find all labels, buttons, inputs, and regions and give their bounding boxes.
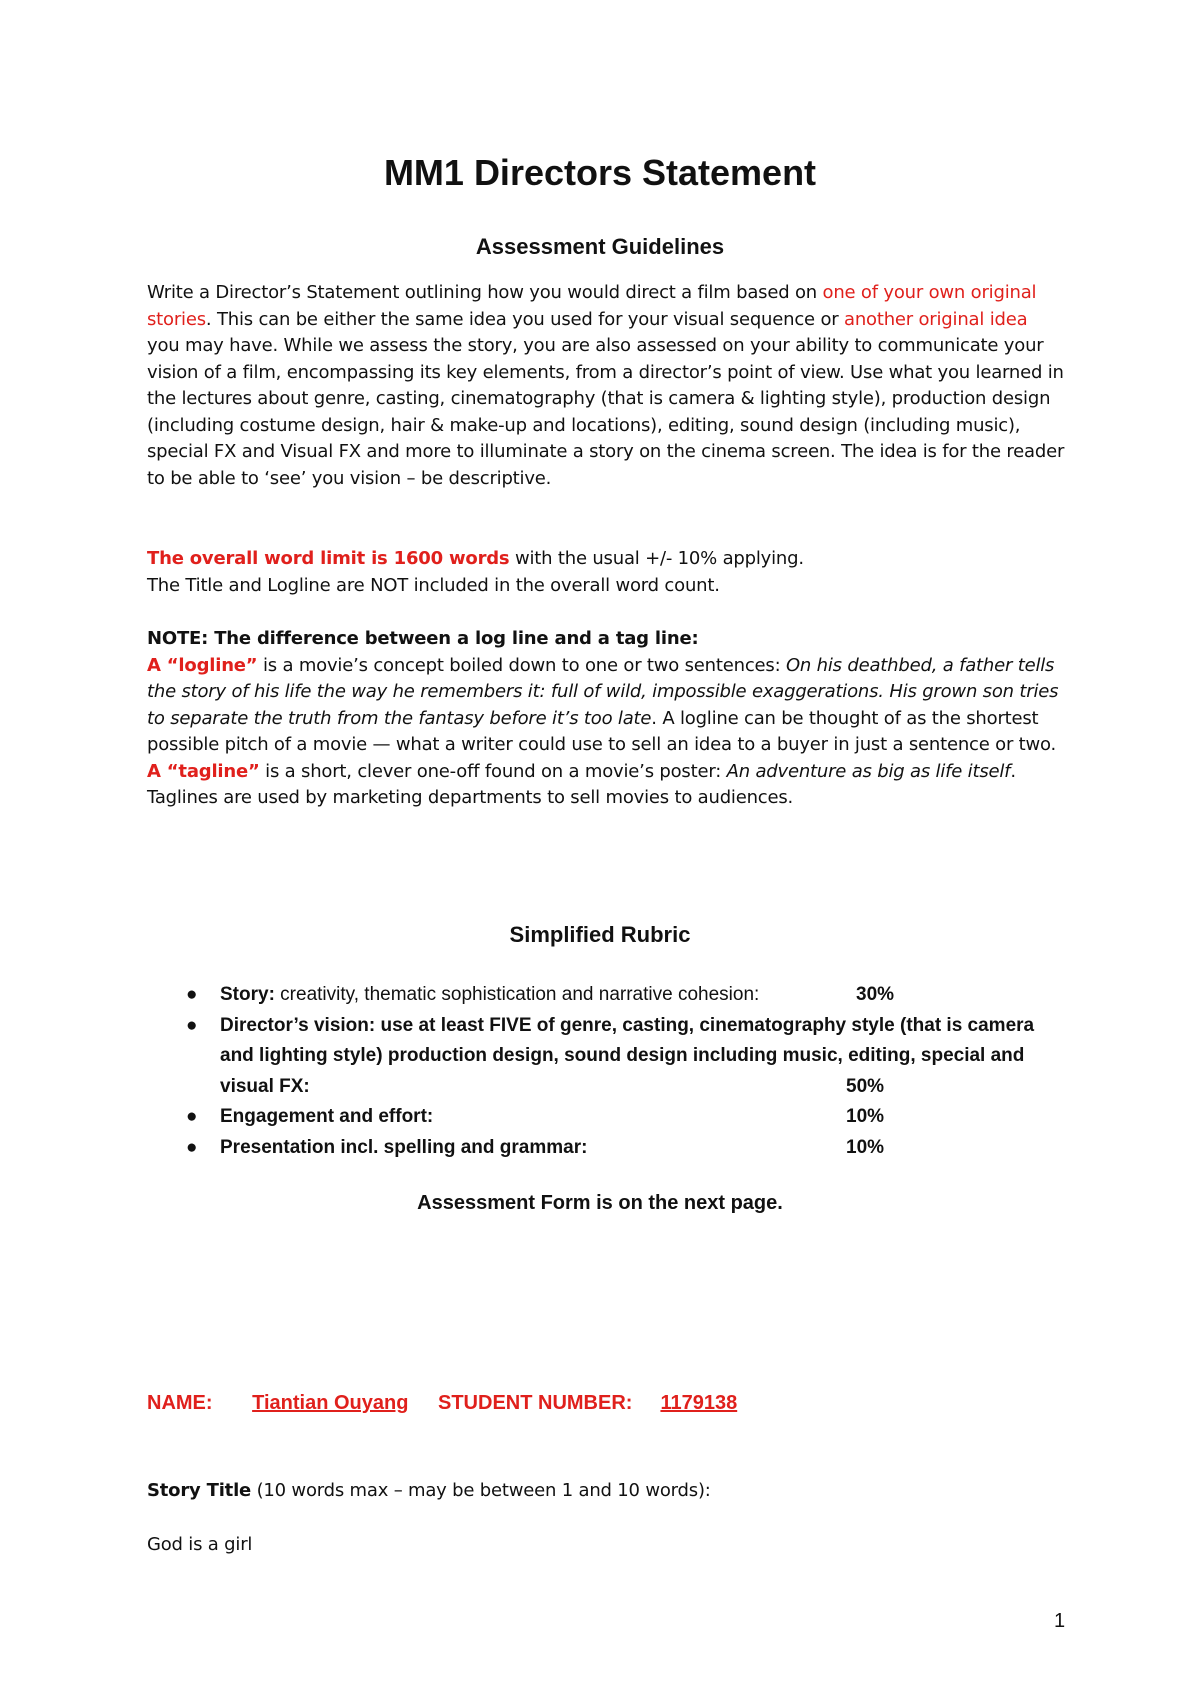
note-heading: NOTE: The difference between a log line and a tag line: <box>147 628 699 649</box>
logline-rest: . A logline can be thought of as the shortest possible pitch of a movie — what a writer could use to sell an idea to a buyer in just a sentence or two. <box>147 707 1057 755</box>
guidelines-highlight-another-idea: another original idea <box>843 308 1028 330</box>
logline-text: is a movie’s concept boiled down to one or two sentences: <box>257 654 786 676</box>
student-number-label: STUDENT NUMBER: <box>438 1392 633 1414</box>
guidelines-highlight-own-stories: one of your own original stories <box>147 282 1037 330</box>
rubric-label: Engagement and effort: <box>220 1106 434 1127</box>
note-paragraph <box>147 626 1065 812</box>
guidelines-text-3: you may have. While we assess the story, you are also assessed on your ability to communicate your vision of a film, encompassing its key elements, from a director’s point of view. Use what you learned in the lectures about genre, casting, cinematography (that is camera & lighting style), production design (including costume design, hair & make-up and locations), editing, sound design (including music), special FX and Visual FX and more to illuminate a story on the cinema screen. The idea is for the reader to be able to ‘see’ you vision – be descriptive. <box>147 335 1065 489</box>
name-value: Tiantian Ouyang <box>252 1392 409 1414</box>
bullet-icon: ● <box>186 1136 198 1158</box>
rubric-heading: Simplified Rubric <box>509 922 691 947</box>
word-limit-line2: The Title and Logline are NOT included in the overall word count. <box>147 574 720 596</box>
bullet-icon: ● <box>186 984 198 1005</box>
tagline-text: is a short, clever one-off found on a movie’s poster: <box>259 760 727 782</box>
tagline-term: A “tagline” <box>147 760 260 782</box>
name-label: NAME: <box>147 1392 213 1414</box>
story-title-hint: (10 words max – may be between 1 and 10 words): <box>251 1480 711 1501</box>
rubric-label: Presentation incl. spelling and grammar: <box>220 1136 588 1158</box>
rubric-list <box>186 980 1066 1163</box>
assessment-guidelines-heading: Assessment Guidelines <box>475 234 725 259</box>
rubric-item-engagement <box>186 1102 1066 1133</box>
rubric-percent: 10% <box>846 1106 885 1127</box>
logline-example: On his deathbed, a father tells the story of his life the way he remembers it: full of wild, impossible exaggerations. His grown son tries to separate the truth from the fantasy before it’s too late <box>147 654 1059 729</box>
page-number: 1 <box>1054 1610 1066 1632</box>
student-info-row <box>147 1392 737 1415</box>
bullet-icon: ● <box>186 1014 198 1036</box>
word-limit-paragraph <box>147 546 1065 599</box>
rubric-percent: 50% <box>846 1075 885 1097</box>
rubric-label: Director’s vision: <box>220 1014 376 1036</box>
rubric-text: creativity, thematic sophistication and narrative cohesion: <box>274 984 760 1005</box>
document-title: MM1 Directors Statement <box>383 152 817 193</box>
guidelines-text-2: . This can be either the same idea you used for your visual sequence or <box>205 308 844 330</box>
story-title-label: Story Title <box>147 1480 252 1501</box>
bullet-icon: ● <box>186 1106 198 1127</box>
rubric-percent: 10% <box>846 1136 885 1158</box>
story-title-value: God is a girl <box>147 1534 253 1555</box>
rubric-item-presentation <box>186 1133 1066 1164</box>
guidelines-text-1: Write a Director’s Statement outlining how you would direct a film based on <box>147 282 823 303</box>
student-number-value: 1179138 <box>660 1392 738 1414</box>
rubric-item-story <box>186 980 1066 1011</box>
guidelines-paragraph <box>147 280 1065 492</box>
word-limit-rest: with the usual +/- 10% applying. <box>509 548 804 569</box>
logline-term: A “logline” <box>147 654 258 676</box>
word-limit-bold: The overall word limit is 1600 words <box>147 548 510 569</box>
rubric-text: use at least FIVE of genre, casting, cinematography style (that is camera and lighting style) production design, sound design including music, editing, special and visual FX: <box>220 1014 1035 1097</box>
rubric-item-vision <box>186 1011 1066 1103</box>
tagline-rest: . Taglines are used by marketing departments to sell movies to audiences. <box>147 760 1016 808</box>
rubric-percent: 30% <box>856 984 895 1005</box>
tagline-example: An adventure as big as life itself <box>726 760 1011 782</box>
rubric-footer: Assessment Form is on the next page. <box>417 1192 783 1214</box>
rubric-label: Story: <box>220 984 275 1005</box>
story-title-line <box>147 1478 1065 1505</box>
